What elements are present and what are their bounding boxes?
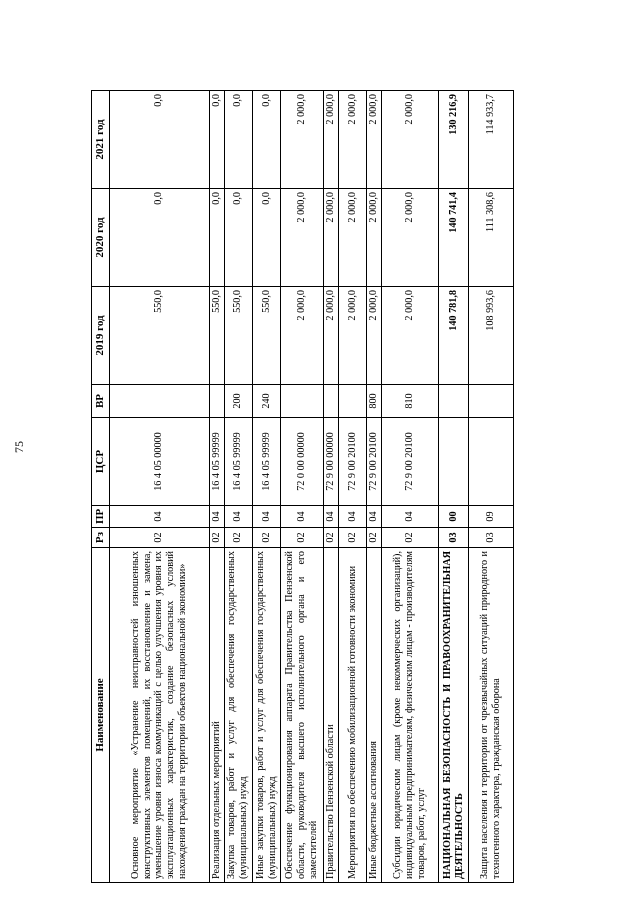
row-vr: 240 <box>252 385 280 418</box>
row-2020: 0,0 <box>224 189 252 287</box>
table-row <box>224 91 252 883</box>
row-pr: 04 <box>110 506 209 528</box>
table-row <box>382 91 439 883</box>
row-pr: 04 <box>281 506 324 528</box>
row-2020: 0,0 <box>110 189 209 287</box>
row-2021: 2 000,0 <box>382 91 439 189</box>
row-2021: 0,0 <box>252 91 280 189</box>
row-csr: 72 9 00 00000 <box>323 418 338 506</box>
row-csr: 72 0 00 00000 <box>281 418 324 506</box>
row-rz: 03 <box>438 528 468 548</box>
row-rz: 02 <box>367 528 382 548</box>
row-name: Защита населения и территории от чрезвычайных ситуаций природного и техногенного характера, гражданская оборона <box>469 548 514 883</box>
table-header-row <box>92 91 110 883</box>
row-pr: 04 <box>338 506 366 528</box>
row-rz: 02 <box>110 528 209 548</box>
row-name: Мероприятия по обеспечению мобилизационной готовности экономики <box>338 548 366 883</box>
row-2019: 550,0 <box>224 287 252 385</box>
budget-table <box>91 90 514 883</box>
row-name: Иные закупки товаров, работ и услуг для обеспечения государственных (муниципальных) нужд <box>252 548 280 883</box>
row-2020: 2 000,0 <box>338 189 366 287</box>
row-vr <box>110 385 209 418</box>
row-2021: 114 933,7 <box>469 91 514 189</box>
row-2020: 2 000,0 <box>323 189 338 287</box>
header-2021: 2021 год <box>92 91 110 189</box>
row-vr <box>323 385 338 418</box>
row-2020: 140 741,4 <box>438 189 468 287</box>
row-csr: 16 4 05 00000 <box>110 418 209 506</box>
table-row-section <box>438 91 468 883</box>
row-pr: 04 <box>367 506 382 528</box>
header-csr: ЦСР <box>92 418 110 506</box>
table-row <box>110 91 209 883</box>
budget-table-rotated <box>91 91 514 883</box>
row-2020: 0,0 <box>252 189 280 287</box>
header-2020: 2020 год <box>92 189 110 287</box>
header-vr: ВР <box>92 385 110 418</box>
row-2019: 108 993,6 <box>469 287 514 385</box>
row-name: Иные бюджетные ассигнования <box>367 548 382 883</box>
row-2019: 2 000,0 <box>338 287 366 385</box>
row-2019: 550,0 <box>252 287 280 385</box>
row-pr: 04 <box>323 506 338 528</box>
row-2020: 2 000,0 <box>382 189 439 287</box>
table-row <box>338 91 366 883</box>
row-2020: 2 000,0 <box>367 189 382 287</box>
row-vr: 200 <box>224 385 252 418</box>
row-vr <box>469 385 514 418</box>
header-name: Наименование <box>92 548 110 883</box>
row-2019: 550,0 <box>209 287 224 385</box>
row-2019: 550,0 <box>110 287 209 385</box>
row-rz: 02 <box>338 528 366 548</box>
row-pr: 04 <box>382 506 439 528</box>
row-rz: 02 <box>224 528 252 548</box>
row-rz: 02 <box>209 528 224 548</box>
row-rz: 02 <box>252 528 280 548</box>
row-name: Закупка товаров, работ и услуг для обеспечения государственных (муниципальных) нужд <box>224 548 252 883</box>
row-name: Правительство Пензенской области <box>323 548 338 883</box>
row-pr: 00 <box>438 506 468 528</box>
row-2019: 2 000,0 <box>367 287 382 385</box>
row-rz: 02 <box>281 528 324 548</box>
row-2021: 0,0 <box>224 91 252 189</box>
row-pr: 04 <box>209 506 224 528</box>
row-name: Основное мероприятие «Устранение неисправностей изношенных конструктивных элементов помещений, их восстановление и замена, уменьшение уровня износа коммуникаций с целью улучшения уровня их эксплуатационных характеристик, создание безопасных условий нахождения граждан на территории объектов национальной экономики» <box>110 548 209 883</box>
row-csr: 16 4 05 99999 <box>252 418 280 506</box>
row-2021: 2 000,0 <box>323 91 338 189</box>
row-name: Субсидии юридическим лицам (кроме некоммерческих организаций), индивидуальным предпринимателям, физическим лицам - производителям товаров, работ, услуг <box>382 548 439 883</box>
row-csr <box>469 418 514 506</box>
header-pr: ПР <box>92 506 110 528</box>
table-row <box>367 91 382 883</box>
row-csr: 72 9 00 20100 <box>338 418 366 506</box>
row-2021: 0,0 <box>209 91 224 189</box>
row-2019: 2 000,0 <box>323 287 338 385</box>
row-csr: 16 4 05 99999 <box>209 418 224 506</box>
row-2021: 130 216,9 <box>438 91 468 189</box>
row-2021: 0,0 <box>110 91 209 189</box>
row-2021: 2 000,0 <box>367 91 382 189</box>
row-name: Обеспечение функционирования аппарата Правительства Пензенской области, руководителя высшего исполнительного органа и его заместителей <box>281 548 324 883</box>
table-row <box>469 91 514 883</box>
row-pr: 04 <box>252 506 280 528</box>
row-rz: 02 <box>323 528 338 548</box>
page-number: 75 <box>12 441 26 453</box>
row-2019: 2 000,0 <box>281 287 324 385</box>
header-2019: 2019 год <box>92 287 110 385</box>
row-2021: 2 000,0 <box>281 91 324 189</box>
row-vr <box>209 385 224 418</box>
row-name: НАЦИОНАЛЬНАЯ БЕЗОПАСНОСТЬ И ПРАВООХРАНИТЕЛЬНАЯ ДЕЯТЕЛЬНОСТЬ <box>438 548 468 883</box>
row-pr: 09 <box>469 506 514 528</box>
row-csr: 72 9 00 20100 <box>367 418 382 506</box>
row-2021: 2 000,0 <box>338 91 366 189</box>
row-2020: 0,0 <box>209 189 224 287</box>
table-row <box>209 91 224 883</box>
row-vr <box>281 385 324 418</box>
row-2019: 2 000,0 <box>382 287 439 385</box>
row-vr <box>438 385 468 418</box>
row-rz: 02 <box>382 528 439 548</box>
row-csr: 16 4 05 99999 <box>224 418 252 506</box>
row-rz: 03 <box>469 528 514 548</box>
table-row <box>323 91 338 883</box>
table-row <box>252 91 280 883</box>
row-name: Реализация отдельных мероприятий <box>209 548 224 883</box>
row-csr <box>438 418 468 506</box>
row-2020: 2 000,0 <box>281 189 324 287</box>
row-2020: 111 308,6 <box>469 189 514 287</box>
row-pr: 04 <box>224 506 252 528</box>
row-vr <box>338 385 366 418</box>
row-vr: 810 <box>382 385 439 418</box>
row-csr: 72 9 00 20100 <box>382 418 439 506</box>
table-row <box>281 91 324 883</box>
row-vr: 800 <box>367 385 382 418</box>
header-rz: Рз <box>92 528 110 548</box>
row-2019: 140 781,8 <box>438 287 468 385</box>
